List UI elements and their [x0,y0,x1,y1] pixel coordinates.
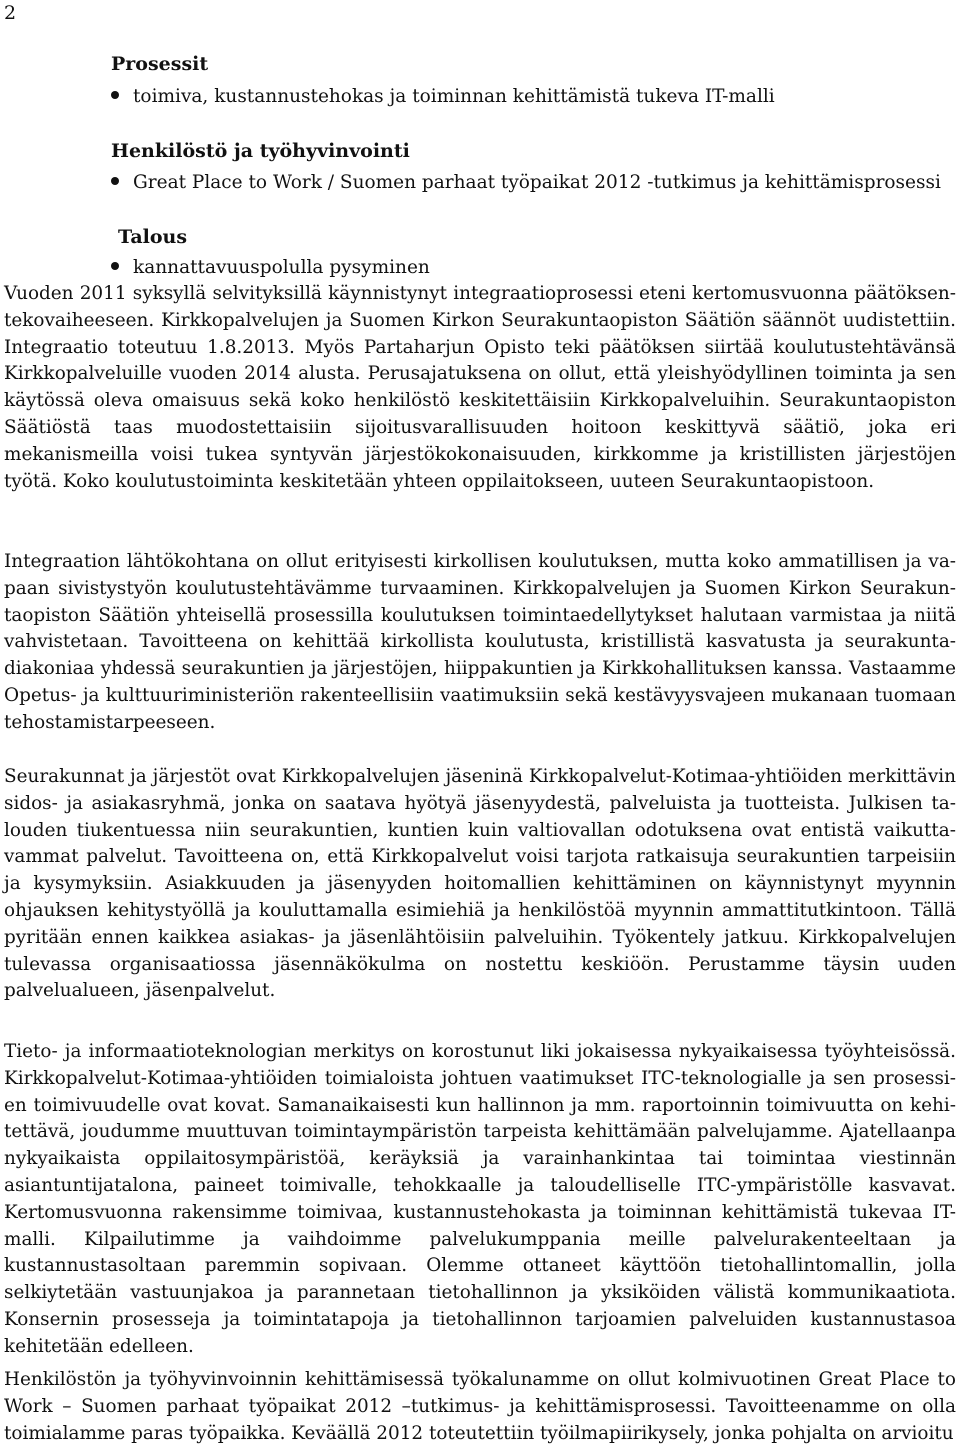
paragraph-integraatio: Vuoden 2011 syksyllä selvityksillä käynnistynyt integraatioprosessi eteni kertomusvuonna päätöksentekovaiheeseen. Kirkkopalvelujen ja Suomen Kirkon Seurakuntaopiston Säätiön säännöt uudistettiin. Integraatio toteutuu 1.8.2013. Myös Partaharjun Opisto teki päätöksen siirtää koulutustehtävänsä Kirkkopalveluille vuoden 2014 alusta. Perusajatuksena on ollut, että yleishyödyllinen toiminta ja sen käytössä oleva omaisuus sekä koko henkilöstö keskitettäisiin Kirkkopalveluihin. Seurakuntaopiston Säätiöstä taas muodostettaisiin sijoitusvarallisuuden hoitoon keskittyvä säätiö, joka eri mekanismeilla voisi tukea syntyvän järjestökokonaisuuden, kirkkomme ja kristillisten järjestöjen työtä. Koko koulutustoiminta keskitetään yhteen oppilaitokseen, uuteen Seurakuntaopistoon. [4,283,956,492]
bullet-text: kannattavuuspolulla pysyminen [133,257,430,278]
bullet-icon [111,262,119,270]
bullet-item [111,255,430,281]
paragraph-tietoteknologia: Tieto- ja informaatioteknologian merkitys on korostunut liki jokaisessa nykyaikaisessa työyhteisössä. Kirkkopalvelut-Kotimaa-yhtiöiden toimialoista johtuen vaatimukset ITC-teknologialle ja sen prosessien toimivuudelle ovat kovat. Samanaikaisesti kun hallinnon ja mm. raportoinnin toimivuutta on kehitettävä, joudumme muuttuvan toimintaympäristön tarpeista kehittämään palvelujamme. Ajatellaanpa nykyaikaista oppilaitosympäristöä, keräyksiä ja varainhankintaa tai toimintaa viestinnän asiantuntijatalona, paineet toimivalle, tehokkaalle ja taloudelliselle ITC-ympäristölle kasvavat. Kertomusvuonna rakensimme toimivaa, kustannustehokasta ja toiminnan kehittämistä tukevaa IT-malli. Kilpailutimme ja vaihdoimme palvelukumppania meille palvelurakenteeltaan ja kustannustasoltaan paremmin sopivaan. Olemme ottaneet käyttöön tietohallintomallin, jolla selkiytetään vastuunjakoa ja parannetaan tietohallinnon ja yksiköiden välistä kommunikaatiota. Konsernin prosesseja ja toimintatapoja ja tietohallinnon tarjoamien palveluiden kustannustasoa kehitetään edelleen. [4,1041,956,1357]
page-number: 2 [4,2,17,24]
bullet-icon [111,177,119,185]
bullet-item [111,170,941,196]
heading-henkilosto: Henkilöstö ja työhyvinvointi [111,140,410,162]
paragraph-henkilosto: Henkilöstön ja työhyvinvoinnin kehittämisessä työkalunamme on ollut kolmivuotinen Great Place to Work – Suomen parhaat työpaikat 2012 –tutkimus- ja kehittämisprosessi. Tavoitteenamme on olla toimialamme paras työpaikka. Keväällä 2012 toteutettiin työilmapiirikysely, jonka pohjalta on arvioitu [4,1369,956,1444]
bullet-icon [111,91,119,99]
bullet-item [111,84,775,110]
paragraph-lahtokohta: Integraation lähtökohtana on ollut erityisesti kirkollisen koulutuksen, mutta koko ammatillisen ja vapaan sivistystyön koulutustehtävämme turvaaminen. Kirkkopalvelujen ja Suomen Kirkon Seurakuntaopiston Säätiön yhteisellä prosessilla koulutuksen toimintaedellytykset halutaan varmistaa ja niitä vahvistetaan. Tavoitteena on kehittää kirkollista koulutusta, kristillistä kasvatusta ja seurakuntadiakoniaa yhdessä seurakuntien ja järjestöjen, hiippakuntien ja Kirkkohallituksen kanssa. Vastaamme Opetus- ja kulttuuriministeriön rakenteellisiin vaatimuksiin sekä kestävyysvajeen mukanaan tuomaan tehostamistarpeeseen. [4,551,956,733]
heading-prosessit: Prosessit [111,53,209,75]
heading-talous: Talous [118,226,188,248]
bullet-text: toimiva, kustannustehokas ja toiminnan kehittämistä tukeva IT-malli [133,86,775,107]
bullet-text: Great Place to Work / Suomen parhaat työpaikat 2012 -tutkimus ja kehittämisprosessi [133,172,941,193]
paragraph-seurakunnat: Seurakunnat ja järjestöt ovat Kirkkopalvelujen jäseninä Kirkkopalvelut-Kotimaa-yhtiöiden merkittävin sidos- ja asiakasryhmä, jonka on saatava hyötyä jäsenyydestä, palveluista ja tuotteista. Julkisen talouden tiukentuessa niin seurakuntien, kuntien kuin valtiovallan odotuksena ovat entistä vaikuttavammat palvelut. Tavoitteena on, että Kirkkopalvelut voisi tarjota ratkaisuja seurakuntien tarpeisiin ja kysymyksiin. Asiakkuuden ja jäsenyyden hoitomallien kehittäminen on käynnistynyt myynnin ohjauksen kehitystyöllä ja kouluttamalla esimiehiä ja henkilöstöä myynnin ammattitutkintoon. Tällä pyritään ennen kaikkea asiakas- ja jäsenlähtöisiin palveluihin. Työkentely jatkuu. Kirkkopalvelujen tulevassa organisaatiossa jäsennäkökulma on nostettu keskiöön. Perustamme täysin uuden palvelualueen, jäsenpalvelut. [4,766,956,1002]
